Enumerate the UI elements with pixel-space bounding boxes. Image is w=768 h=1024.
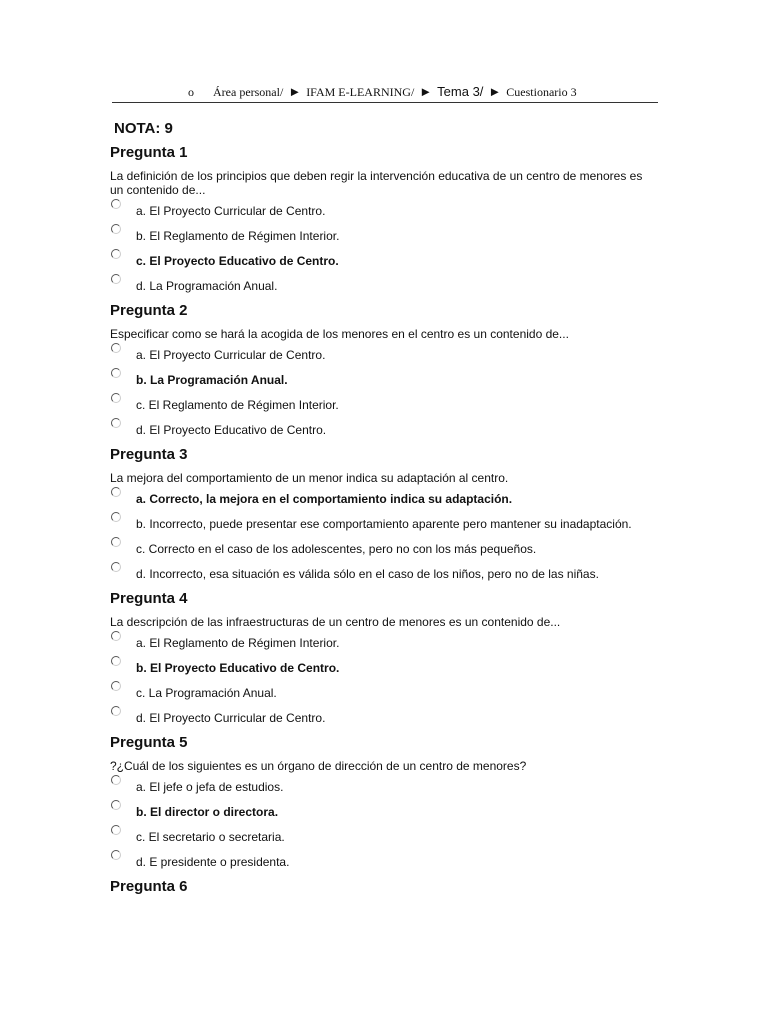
question-text: La descripción de las infraestructuras de un centro de menores es un contenido de...: [110, 615, 561, 629]
answer-option-label: d. El Proyecto Educativo de Centro.: [136, 423, 327, 437]
radio-button-icon[interactable]: [111, 562, 121, 572]
answer-option-label: c. La Programación Anual.: [136, 686, 277, 700]
answer-option-label: d. Incorrecto, esa situación es válida sólo en el caso de los niños, pero no de las niñas.: [136, 567, 599, 581]
radio-button-icon[interactable]: [111, 368, 121, 378]
question-title: Pregunta 1: [110, 144, 188, 161]
breadcrumb-item-area-personal[interactable]: Área personal/: [213, 85, 284, 99]
breadcrumb-item-topic[interactable]: Tema 3/: [437, 84, 484, 99]
answer-option[interactable]: [110, 274, 650, 294]
radio-button-icon[interactable]: [111, 825, 121, 835]
answer-option[interactable]: [110, 631, 650, 651]
radio-button-icon[interactable]: [111, 199, 121, 209]
breadcrumb-item-course[interactable]: IFAM E-LEARNING/: [306, 85, 415, 99]
radio-button-icon[interactable]: [111, 631, 121, 641]
answer-option[interactable]: [110, 224, 650, 244]
answer-option[interactable]: [110, 706, 650, 726]
answer-option[interactable]: [110, 418, 650, 438]
answer-option-label: c. El secretario o secretaria.: [136, 830, 285, 844]
answer-option[interactable]: [110, 512, 650, 532]
answer-option-label: a. El Proyecto Curricular de Centro.: [136, 348, 326, 362]
answer-option[interactable]: [110, 681, 650, 701]
breadcrumb: [188, 84, 668, 100]
radio-button-icon[interactable]: [111, 681, 121, 691]
answer-option[interactable]: [110, 656, 650, 676]
answer-option[interactable]: [110, 368, 650, 388]
answer-option-label: c. El Reglamento de Régimen Interior.: [136, 398, 339, 412]
radio-button-icon[interactable]: [111, 393, 121, 403]
radio-button-icon[interactable]: [111, 274, 121, 284]
radio-button-icon[interactable]: [111, 775, 121, 785]
question-title: Pregunta 3: [110, 446, 188, 463]
answer-option-label: a. El Proyecto Curricular de Centro.: [136, 204, 326, 218]
breadcrumb-arrow-icon: ►: [419, 84, 433, 99]
radio-button-icon[interactable]: [111, 512, 121, 522]
answer-option[interactable]: [110, 199, 650, 219]
radio-button-icon[interactable]: [111, 249, 121, 259]
question-title: Pregunta 4: [110, 590, 188, 607]
answer-option-label: c. El Proyecto Educativo de Centro.: [136, 254, 339, 268]
header-divider: [112, 102, 658, 103]
breadcrumb-arrow-icon: ►: [488, 84, 502, 99]
answer-option-label: d. E presidente o presidenta.: [136, 855, 290, 869]
answer-option-label: b. El director o directora.: [136, 805, 279, 819]
answer-option[interactable]: [110, 343, 650, 363]
question-title: Pregunta 5: [110, 734, 188, 751]
answer-option-label: c. Correcto en el caso de los adolescentes, pero no con los más pequeños.: [136, 542, 537, 556]
answer-option[interactable]: [110, 562, 650, 582]
answer-option[interactable]: [110, 249, 650, 269]
answer-option[interactable]: [110, 537, 650, 557]
breadcrumb-arrow-icon: ►: [288, 84, 302, 99]
answer-option[interactable]: [110, 825, 650, 845]
answer-option[interactable]: [110, 800, 650, 820]
radio-button-icon[interactable]: [111, 343, 121, 353]
radio-button-icon[interactable]: [111, 656, 121, 666]
answer-option-label: d. El Proyecto Curricular de Centro.: [136, 711, 326, 725]
answer-option-label: a. El Reglamento de Régimen Interior.: [136, 636, 340, 650]
questions-list: [110, 144, 650, 904]
breadcrumb-bullet: o: [188, 85, 194, 99]
question-block: [110, 878, 650, 896]
question-text: La mejora del comportamiento de un menor indica su adaptación al centro.: [110, 471, 509, 485]
question-text: La definición de los principios que deben regir la intervención educativa de un centro de menores es un contenido de...: [110, 169, 643, 197]
answer-option[interactable]: [110, 850, 650, 870]
answer-option-label: d. La Programación Anual.: [136, 279, 278, 293]
question-block: [110, 144, 650, 294]
question-text: ?¿Cuál de los siguientes es un órgano de dirección de un centro de menores?: [110, 759, 527, 773]
radio-button-icon[interactable]: [111, 850, 121, 860]
question-block: [110, 446, 650, 582]
breadcrumb-item-quiz[interactable]: Cuestionario 3: [506, 85, 577, 99]
question-block: [110, 734, 650, 870]
grade-label: NOTA: 9: [114, 120, 173, 137]
radio-button-icon[interactable]: [111, 800, 121, 810]
question-title: Pregunta 2: [110, 302, 188, 319]
answer-option-label: a. Correcto, la mejora en el comportamiento indica su adaptación.: [136, 492, 513, 506]
answer-option-label: b. Incorrecto, puede presentar ese comportamiento aparente pero mantener su inadaptación.: [136, 517, 632, 531]
question-block: [110, 302, 650, 438]
answer-option[interactable]: [110, 487, 650, 507]
question-text: Especificar como se hará la acogida de los menores en el centro es un contenido de...: [110, 327, 569, 341]
radio-button-icon[interactable]: [111, 706, 121, 716]
answer-option-label: b. El Proyecto Educativo de Centro.: [136, 661, 340, 675]
answer-option-label: a. El jefe o jefa de estudios.: [136, 780, 284, 794]
radio-button-icon[interactable]: [111, 487, 121, 497]
radio-button-icon[interactable]: [111, 224, 121, 234]
answer-option[interactable]: [110, 775, 650, 795]
answer-option-label: b. La Programación Anual.: [136, 373, 288, 387]
question-block: [110, 590, 650, 726]
question-title: Pregunta 6: [110, 878, 188, 895]
answer-option[interactable]: [110, 393, 650, 413]
radio-button-icon[interactable]: [111, 537, 121, 547]
radio-button-icon[interactable]: [111, 418, 121, 428]
answer-option-label: b. El Reglamento de Régimen Interior.: [136, 229, 340, 243]
